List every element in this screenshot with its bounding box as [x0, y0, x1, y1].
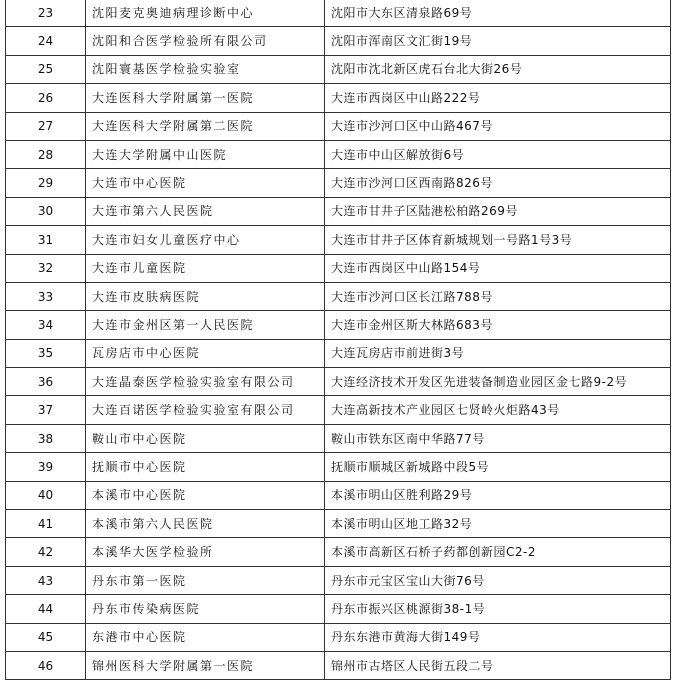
table-row — [6, 84, 671, 112]
row-number-cell: 30 — [6, 197, 86, 225]
row-number-cell: 26 — [6, 84, 86, 112]
institution-name-cell: 鞍山市中心医院 — [86, 424, 325, 452]
row-number-cell: 29 — [6, 169, 86, 197]
institution-name-cell: 大连医科大学附属第一医院 — [86, 84, 325, 112]
table-row — [6, 0, 671, 27]
institution-name-cell: 本溪市中心医院 — [86, 481, 325, 509]
table-row — [6, 311, 671, 339]
table-row — [6, 538, 671, 566]
row-number-cell: 37 — [6, 396, 86, 424]
row-number-cell: 45 — [6, 623, 86, 651]
table-row — [6, 453, 671, 481]
address-cell: 大连市甘井子区陆港松柏路269号 — [325, 197, 671, 225]
row-number-cell: 33 — [6, 282, 86, 310]
table-row — [6, 339, 671, 367]
table-row — [6, 623, 671, 651]
institution-name-cell: 大连大学附属中山医院 — [86, 140, 325, 168]
table-row — [6, 282, 671, 310]
institution-name-cell: 大连市第六人民医院 — [86, 197, 325, 225]
table-row — [6, 140, 671, 168]
address-cell: 沈阳市大东区清泉路69号 — [325, 0, 671, 27]
row-number-cell: 34 — [6, 311, 86, 339]
row-number-cell: 24 — [6, 27, 86, 55]
table-row — [6, 595, 671, 623]
address-cell: 本溪市明山区胜利路29号 — [325, 481, 671, 509]
address-cell: 大连高新技术产业园区七贤岭火炬路43号 — [325, 396, 671, 424]
institution-name-cell: 大连晶泰医学检验实验室有限公司 — [86, 368, 325, 396]
table-row — [6, 197, 671, 225]
table-row — [6, 112, 671, 140]
institution-name-cell: 大连医科大学附属第二医院 — [86, 112, 325, 140]
institution-name-cell: 大连市中心医院 — [86, 169, 325, 197]
institution-name-cell: 东港市中心医院 — [86, 623, 325, 651]
address-cell: 大连市中山区解放街6号 — [325, 140, 671, 168]
institution-name-cell: 大连市金州区第一人民医院 — [86, 311, 325, 339]
row-number-cell: 27 — [6, 112, 86, 140]
address-cell: 丹东市振兴区桃源街38-1号 — [325, 595, 671, 623]
table-body — [6, 0, 671, 680]
row-number-cell: 40 — [6, 481, 86, 509]
address-cell: 抚顺市顺城区新城路中段5号 — [325, 453, 671, 481]
row-number-cell: 42 — [6, 538, 86, 566]
address-cell: 大连市沙河口区西南路826号 — [325, 169, 671, 197]
institution-name-cell: 沈阳寰基医学检验实验室 — [86, 55, 325, 83]
address-cell: 大连市沙河口区长江路788号 — [325, 282, 671, 310]
table-row — [6, 368, 671, 396]
address-cell: 大连市金州区斯大林路683号 — [325, 311, 671, 339]
institution-name-cell: 丹东市第一医院 — [86, 566, 325, 594]
row-number-cell: 31 — [6, 226, 86, 254]
address-cell: 大连经济技术开发区先进装备制造业园区金七路9-2号 — [325, 368, 671, 396]
table-row — [6, 27, 671, 55]
institution-name-cell: 大连市妇女儿童医疗中心 — [86, 226, 325, 254]
address-cell: 沈阳市沈北新区虎石台北大街26号 — [325, 55, 671, 83]
table-row — [6, 510, 671, 538]
institution-name-cell: 大连市皮肤病医院 — [86, 282, 325, 310]
row-number-cell: 46 — [6, 651, 86, 679]
row-number-cell: 39 — [6, 453, 86, 481]
row-number-cell: 41 — [6, 510, 86, 538]
row-number-cell: 35 — [6, 339, 86, 367]
address-cell: 大连市沙河口区中山路467号 — [325, 112, 671, 140]
address-cell: 锦州市古塔区人民街五段二号 — [325, 651, 671, 679]
table-row — [6, 566, 671, 594]
institution-name-cell: 抚顺市中心医院 — [86, 453, 325, 481]
row-number-cell: 32 — [6, 254, 86, 282]
address-cell: 本溪市明山区地工路32号 — [325, 510, 671, 538]
institution-name-cell: 大连百诺医学检验实验室有限公司 — [86, 396, 325, 424]
address-cell: 大连市西岗区中山路154号 — [325, 254, 671, 282]
institution-name-cell: 锦州医科大学附属第一医院 — [86, 651, 325, 679]
table-row — [6, 396, 671, 424]
institution-name-cell: 瓦房店市中心医院 — [86, 339, 325, 367]
table-row — [6, 424, 671, 452]
address-cell: 大连瓦房店市前进街3号 — [325, 339, 671, 367]
address-cell: 沈阳市浑南区文汇街19号 — [325, 27, 671, 55]
row-number-cell: 25 — [6, 55, 86, 83]
hospital-list-table — [5, 0, 671, 680]
address-cell: 丹东市元宝区宝山大街76号 — [325, 566, 671, 594]
address-cell: 大连市甘井子区体育新城规划一号路1号3号 — [325, 226, 671, 254]
address-cell: 大连市西岗区中山路222号 — [325, 84, 671, 112]
institution-name-cell: 沈阳麦克奥迪病理诊断中心 — [86, 0, 325, 27]
row-number-cell: 38 — [6, 424, 86, 452]
institution-name-cell: 本溪华大医学检验所 — [86, 538, 325, 566]
institution-name-cell: 大连市儿童医院 — [86, 254, 325, 282]
address-cell: 鞍山市铁东区南中华路77号 — [325, 424, 671, 452]
table-row — [6, 169, 671, 197]
table-row — [6, 481, 671, 509]
row-number-cell: 43 — [6, 566, 86, 594]
institution-name-cell: 丹东市传染病医院 — [86, 595, 325, 623]
table-row — [6, 55, 671, 83]
address-cell: 本溪市高新区石桥子药都创新园C2-2 — [325, 538, 671, 566]
row-number-cell: 44 — [6, 595, 86, 623]
table-row — [6, 651, 671, 679]
table-row — [6, 226, 671, 254]
institution-name-cell: 沈阳和合医学检验所有限公司 — [86, 27, 325, 55]
hospital-list-table-wrapper — [5, 0, 671, 680]
row-number-cell: 36 — [6, 368, 86, 396]
table-row — [6, 254, 671, 282]
row-number-cell: 28 — [6, 140, 86, 168]
address-cell: 丹东东港市黄海大街149号 — [325, 623, 671, 651]
institution-name-cell: 本溪市第六人民医院 — [86, 510, 325, 538]
row-number-cell: 23 — [6, 0, 86, 27]
